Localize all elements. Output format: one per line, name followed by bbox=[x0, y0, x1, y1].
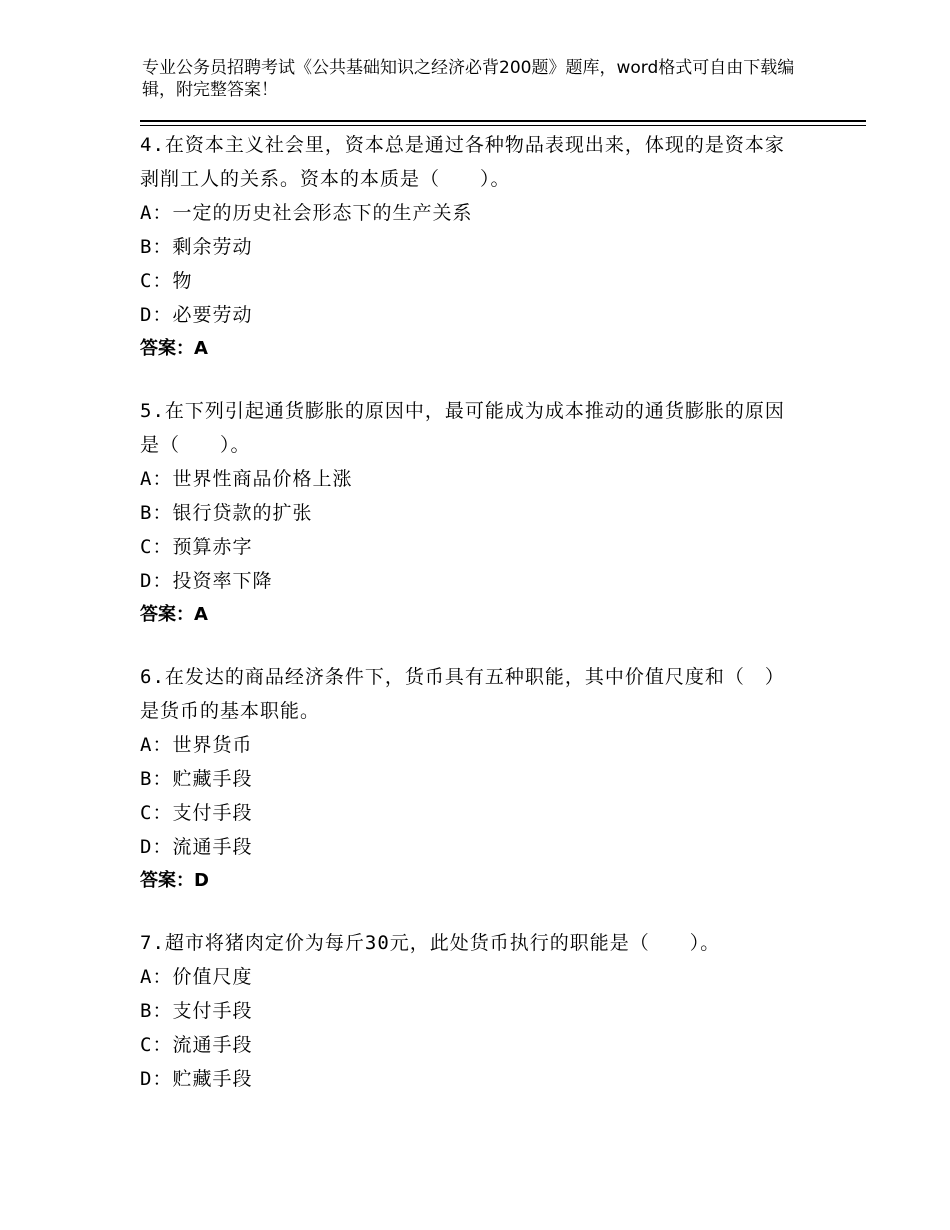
question-stem: 6.在发达的商品经济条件下，货币具有五种职能，其中价值尺度和（ ）是货币的基本职能。 bbox=[140, 666, 785, 722]
answer-line bbox=[140, 332, 800, 366]
option-a: A：世界货币 bbox=[140, 734, 253, 756]
option-b: B：银行贷款的扩张 bbox=[140, 502, 313, 524]
option-a: A：世界性商品价格上涨 bbox=[140, 468, 353, 490]
option-b: B：贮藏手段 bbox=[140, 768, 253, 790]
answer-value: A bbox=[194, 604, 208, 625]
option-c: C：流通手段 bbox=[140, 1034, 253, 1056]
question-6 bbox=[140, 660, 800, 898]
answer-label: 答案： bbox=[140, 604, 194, 625]
option-d: D：贮藏手段 bbox=[140, 1068, 253, 1090]
option-d: D：投资率下降 bbox=[140, 570, 273, 592]
question-4 bbox=[140, 128, 800, 366]
answer-value: D bbox=[194, 870, 209, 891]
option-c: C：物 bbox=[140, 270, 193, 292]
question-stem: 4.在资本主义社会里，资本总是通过各种物品表现出来，体现的是资本家剥削工人的关系。资本的本质是（ ）。 bbox=[140, 134, 785, 190]
option-d: D：必要劳动 bbox=[140, 304, 253, 326]
option-c: C：支付手段 bbox=[140, 802, 253, 824]
question-7 bbox=[140, 926, 800, 1096]
option-a: A：价值尺度 bbox=[140, 966, 253, 988]
option-d: D：流通手段 bbox=[140, 836, 253, 858]
answer-label: 答案： bbox=[140, 338, 194, 359]
question-stem: 5.在下列引起通货膨胀的原因中，最可能成为成本推动的通货膨胀的原因是（ ）。 bbox=[140, 400, 785, 456]
question-5 bbox=[140, 394, 800, 632]
option-a: A：一定的历史社会形态下的生产关系 bbox=[140, 202, 473, 224]
document-header: 专业公务员招聘考试《公共基础知识之经济必背200题》题库，word格式可自由下载编辑，附完整答案！ bbox=[142, 58, 795, 100]
question-stem: 7.超市将猪肉定价为每斤30元，此处货币执行的职能是（ ）。 bbox=[140, 932, 721, 954]
option-b: B：剩余劳动 bbox=[140, 236, 253, 258]
header-rule-thick bbox=[140, 120, 866, 122]
option-c: C：预算赤字 bbox=[140, 536, 253, 558]
header-rule-thin bbox=[140, 125, 866, 126]
option-b: B：支付手段 bbox=[140, 1000, 253, 1022]
answer-label: 答案： bbox=[140, 870, 194, 891]
answer-value: A bbox=[194, 338, 208, 359]
answer-line bbox=[140, 864, 800, 898]
question-list bbox=[140, 128, 800, 1124]
answer-line bbox=[140, 598, 800, 632]
